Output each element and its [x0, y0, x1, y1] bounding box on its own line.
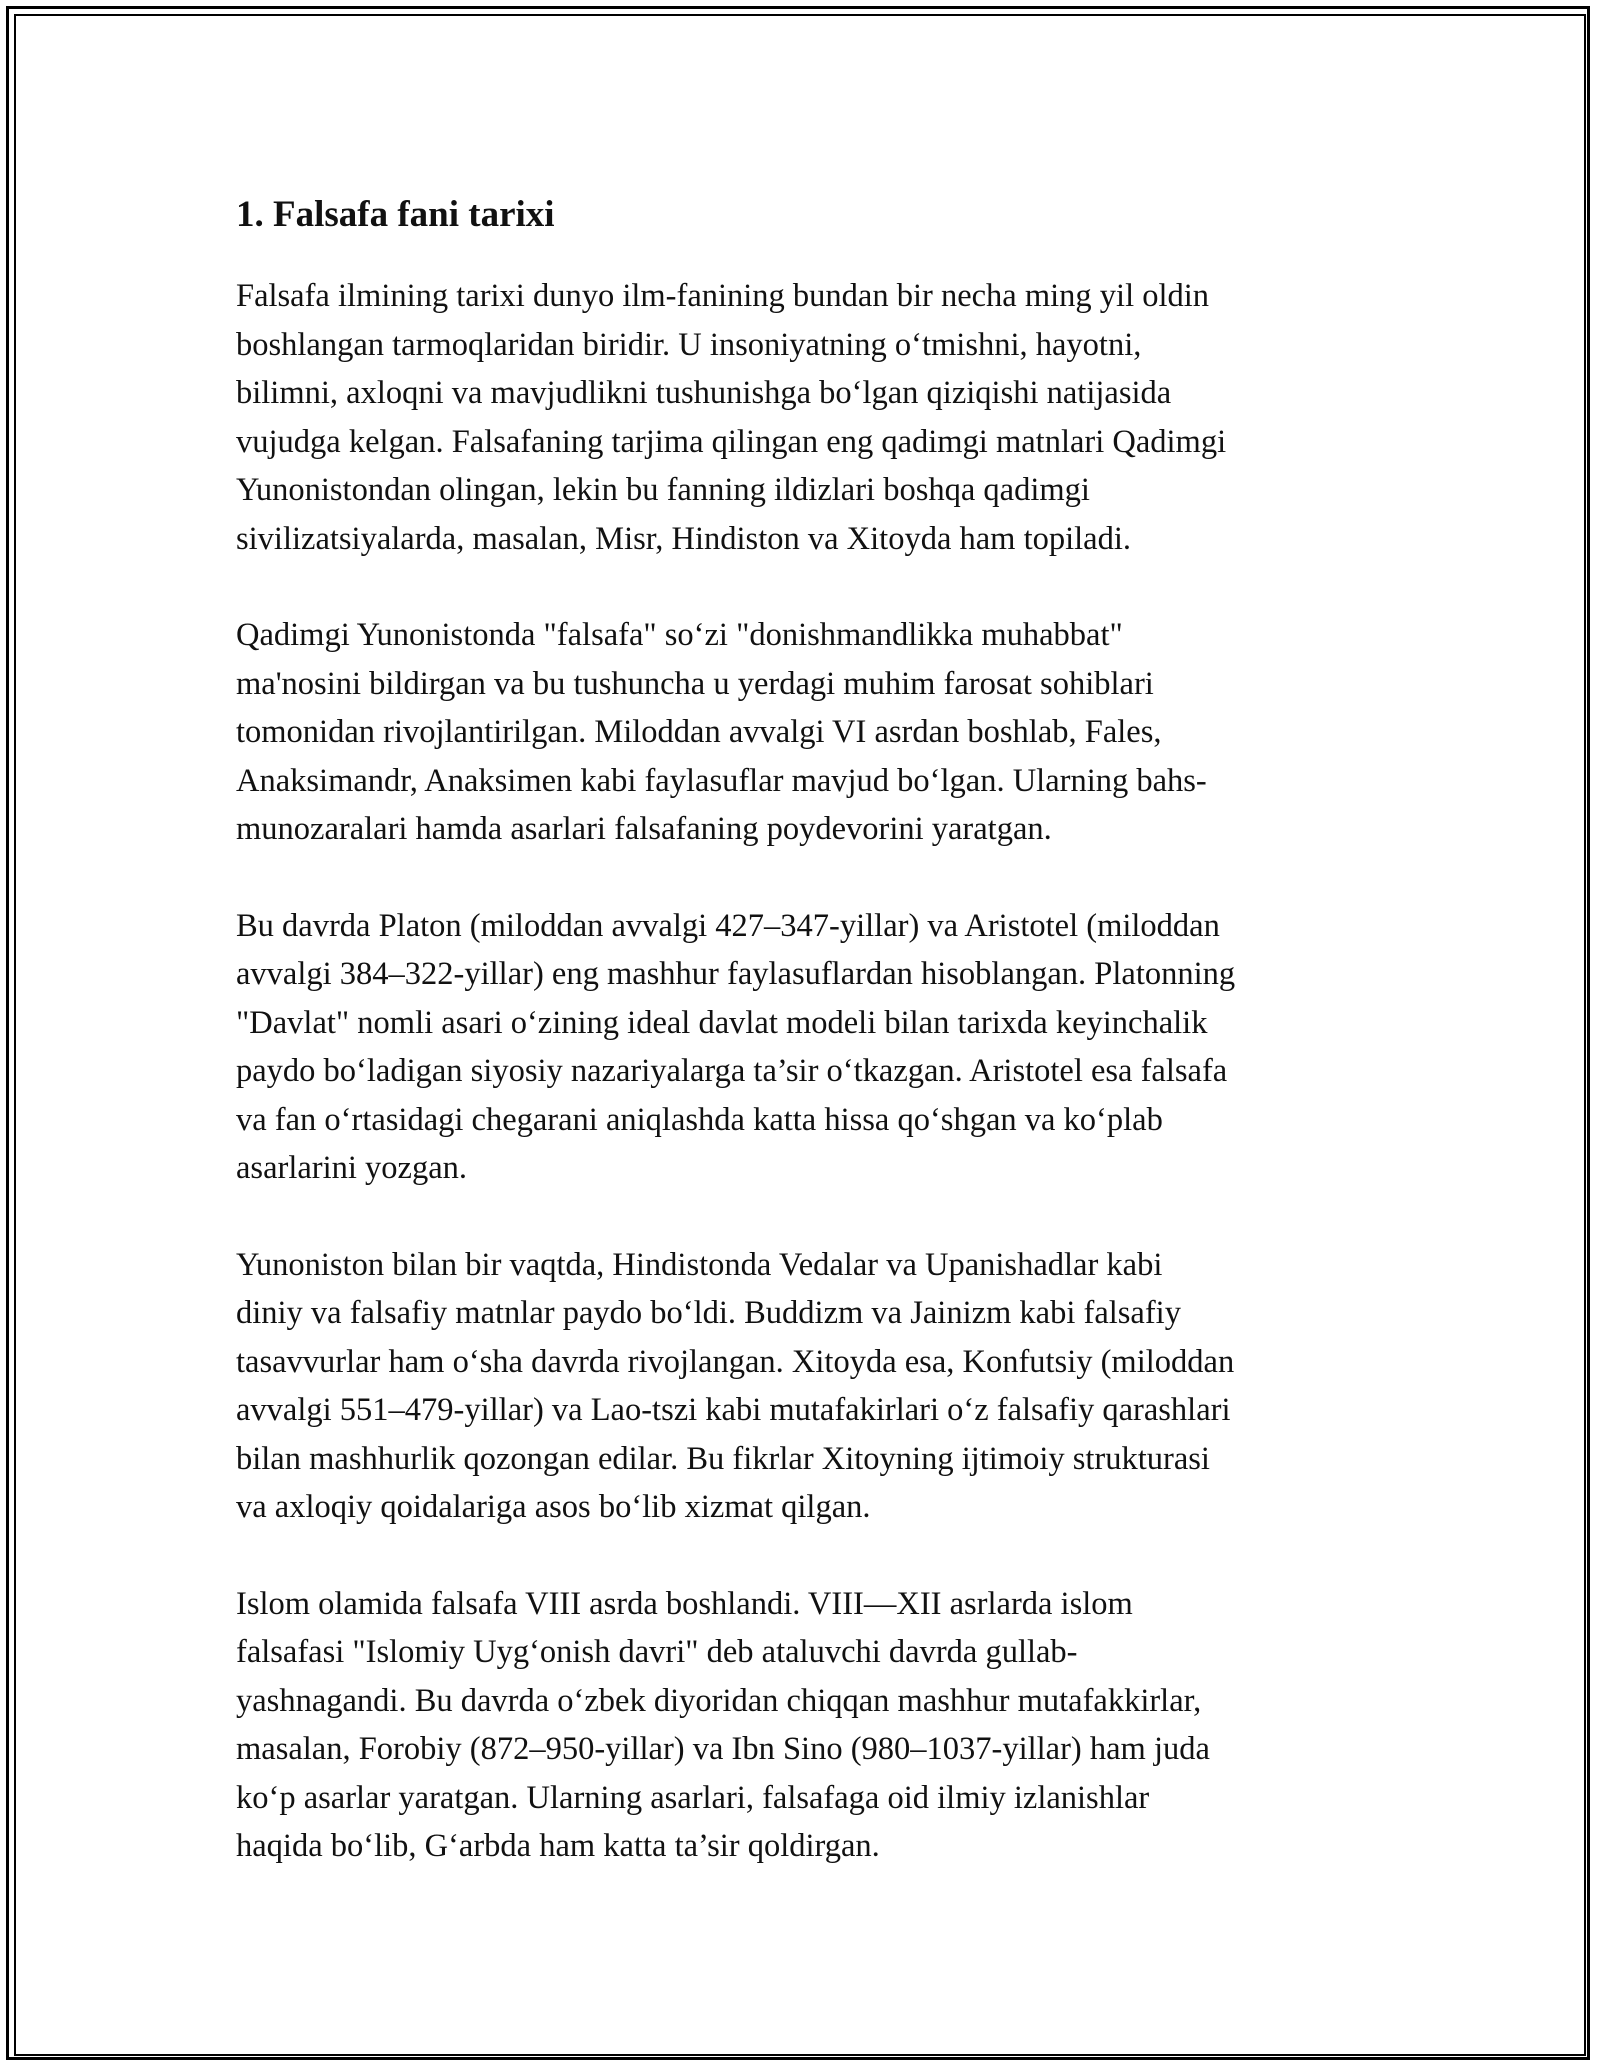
paragraph-india-china — [236, 1241, 1368, 1532]
paragraph-line: Islom olamida falsafa VIII asrda boshlandi. VIII—XII asrlarda islom — [236, 1585, 1133, 1622]
paragraph-history-intro — [236, 272, 1368, 563]
paragraph-line: munozaralari hamda asarlari falsafaning poydevorini yaratgan. — [236, 811, 1052, 847]
paragraph-line: masalan, Forobiy (872–950-yillar) va Ibn Sino (980–1037-yillar) ham juda — [236, 1731, 1210, 1767]
paragraph-line: avvalgi 551–479-yillar) va Lao-tszi kabi mutafakirlari o‘z falsafiy qarashlari — [236, 1392, 1231, 1428]
paragraph-line: falsafasi "Islomiy Uyg‘onish davri" deb ataluvchi davrda gullab- — [236, 1634, 1078, 1670]
paragraph-line: bilan mashhurlik qozongan edilar. Bu fikrlar Xitoyning ijtimoiy strukturasi — [236, 1440, 1210, 1477]
paragraph-line: tasavvurlar ham o‘sha davrda rivojlangan. Xitoyda esa, Konfutsiy (miloddan — [236, 1343, 1235, 1380]
paragraph-line: Bu davrda Platon (miloddan avvalgi 427–347-yillar) va Aristotel (miloddan — [236, 907, 1220, 944]
paragraph-plato-aristotle — [236, 902, 1368, 1193]
paragraph-line: tomonidan rivojlantirilgan. Miloddan avvalgi VI asrdan boshlab, Fales, — [236, 714, 1162, 750]
paragraph-line: Yunonistondan olingan, lekin bu fanning ildizlari boshqa qadimgi — [236, 472, 1090, 508]
paragraph-line: yashnagandi. Bu davrda o‘zbek diyoridan chiqqan mashhur mutafakkirlar, — [236, 1682, 1202, 1719]
paragraph-line: avvalgi 384–322-yillar) eng mashhur faylasuflardan hisoblangan. Platonning — [236, 956, 1236, 992]
paragraph-line: bilimni, axloqni va mavjudlikni tushunishga bo‘lgan qiziqishi natijasida — [236, 375, 1172, 411]
paragraph-line: boshlangan tarmoqlaridan biridir. U insoniyatning o‘tmishni, hayotni, — [236, 326, 1142, 363]
paragraph-line: sivilizatsiyalarda, masalan, Misr, Hindiston va Xitoyda ham topiladi. — [236, 520, 1131, 557]
paragraph-line: ko‘p asarlar yaratgan. Ularning asarlari, falsafaga oid ilmiy izlanishlar — [236, 1779, 1150, 1816]
paragraph-islamic-philosophy — [236, 1580, 1368, 1871]
paragraph-line: "Davlat" nomli asari o‘zining ideal davlat modeli bilan tarixda keyinchalik — [236, 1004, 1208, 1041]
paragraph-ancient-greece — [236, 611, 1368, 854]
paragraph-line: Yunoniston bilan bir vaqtda, Hindistonda Vedalar va Upanishadlar kabi — [236, 1246, 1163, 1283]
paragraph-line: paydo bo‘ladigan siyosiy nazariyalarga ta’sir o‘tkazgan. Aristotel esa falsafa — [236, 1053, 1228, 1089]
paragraph-line: va axloqiy qoidalariga asos bo‘lib xizmat qilgan. — [236, 1489, 871, 1525]
paragraph-line: vujudga kelgan. Falsafaning tarjima qilingan eng qadimgi matnlari Qadimgi — [236, 423, 1227, 460]
paragraph-line: Qadimgi Yunonistonda "falsafa" so‘zi "donishmandlikka muhabbat" — [236, 617, 1123, 653]
section-heading: 1. Falsafa fani tarixi — [236, 194, 555, 235]
paragraph-line: Anaksimandr, Anaksimen kabi faylasuflar mavjud bo‘lgan. Ularning bahs- — [236, 762, 1207, 799]
paragraph-line: va fan o‘rtasidagi chegarani aniqlashda katta hissa qo‘shgan va ko‘plab — [236, 1101, 1163, 1138]
document-body — [236, 184, 1368, 1919]
paragraph-line: haqida bo‘lib, G‘arbda ham katta ta’sir qoldirgan. — [236, 1828, 880, 1864]
paragraph-line: Falsafa ilmining tarixi dunyo ilm-fanining bundan bir necha ming yil oldin — [236, 278, 1210, 314]
paragraph-line: asarlarini yozgan. — [236, 1150, 468, 1186]
paragraph-line: ma'nosini bildirgan va bu tushuncha u yerdagi muhim farosat sohiblari — [236, 665, 1154, 702]
paragraph-line: diniy va falsafiy matnlar paydo bo‘ldi. Buddizm va Jainizm kabi falsafiy — [236, 1295, 1181, 1331]
